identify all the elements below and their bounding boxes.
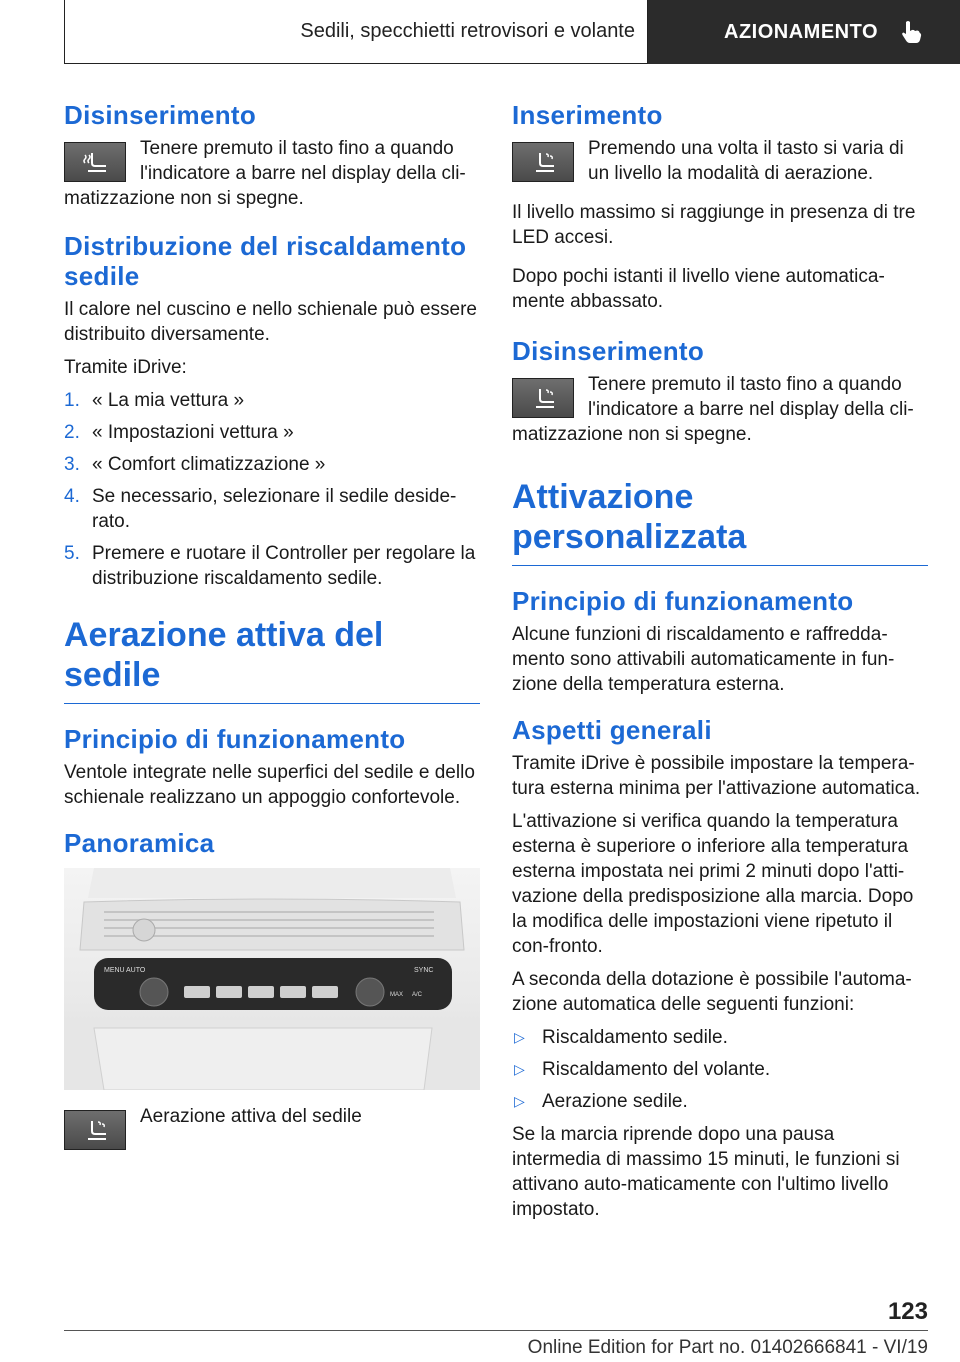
- heading-distribuzione: Distribuzione del riscaldamento sedile: [64, 231, 467, 291]
- general-text-2: L'attivazione si verifica quando la temperatura esterna è superiore o inferiore alla temperatura esterna impostata nei primi 2 minuti dopo l'atti-vazione della predisposizione alla marcia. Dopo la modifica delle impostazioni viene ripetuto il con-fronto.: [512, 811, 914, 957]
- page-number: 123: [887, 1298, 928, 1325]
- right-column: [512, 100, 928, 1230]
- seat-vent-button-image: [512, 378, 574, 418]
- activ-text: Premendo una volta il tasto si varia di un livello la modalità di aerazione.: [588, 138, 904, 184]
- seat-heating-button-image: [64, 142, 126, 182]
- idrive-intro: Tramite iDrive:: [64, 357, 187, 378]
- running-header-section: [64, 0, 648, 64]
- seat-heating-icon: [80, 149, 110, 175]
- principle-text: Ventole integrate nelle superfici del sedile e dello schienale realizzano un appoggio confortevole.: [64, 762, 475, 808]
- list-item: ▷ Riscaldamento sedile.: [514, 1027, 728, 1048]
- steps-list: [64, 388, 480, 591]
- list-item: 5. Premere e ruotare il Controller per regolare la distribuzione riscaldamento sedile.: [64, 543, 476, 589]
- heat-button-paragraph: [64, 136, 480, 211]
- heading-aspetti: Aspetti generali: [512, 715, 712, 745]
- running-header-chapter: [648, 0, 960, 64]
- triangle-bullet-icon: ▷: [514, 1061, 525, 1077]
- general-text-4: Se la marcia riprende dopo una pausa intermedia di massimo 15 minuti, le funzioni si attivano auto-maticamente con l'ultimo livello impostato.: [512, 1124, 900, 1220]
- auto-label: AUTO: [126, 967, 146, 974]
- activ-text-2: Il livello massimo si raggiunge in presenza di tre LED accesi.: [512, 202, 916, 248]
- principle-text: Alcune funzioni di riscaldamento e raffredda-mento sono attivabili automaticamente in fun-zione della temperatura esterna.: [512, 624, 895, 695]
- seat-ventilation-icon: [528, 149, 558, 175]
- left-column: [64, 100, 480, 1168]
- heading-disinserimento: Disinserimento: [512, 336, 705, 366]
- vent-caption: Aerazione attiva del sedile: [140, 1106, 362, 1127]
- seat-vent-button-image: [512, 142, 574, 182]
- pointing-hand-icon: [900, 20, 922, 44]
- deact-text: Tenere premuto il tasto fino a quando l'indicatore a barre nel display della cli-: [140, 138, 466, 184]
- list-item: 4. Se necessario, selezionare il sedile deside-rato.: [64, 486, 457, 532]
- chapter-title: AZIONAMENTO: [724, 20, 879, 43]
- heading-attivazione: Attivazione personalizzata: [512, 477, 928, 566]
- list-item: 3. « Comfort climatizzazione »: [64, 454, 326, 475]
- ac-label: A/C: [412, 992, 423, 998]
- general-text-1: Tramite iDrive è possibile impostare la tempera-tura esterna minima per l'attivazione automatica.: [512, 753, 921, 799]
- heading-disinserimento: Disinserimento: [64, 100, 257, 130]
- deact-button-paragraph: [512, 372, 928, 447]
- triangle-bullet-icon: ▷: [514, 1029, 525, 1045]
- deact-text-cont: matizzazione non si spegne.: [512, 424, 752, 445]
- general-text-3: A seconda della dotazione è possibile l'automa-zione automatica delle seguenti funzioni:: [512, 969, 912, 1015]
- menu-label: MENU: [104, 967, 125, 974]
- activ-button-paragraph: [512, 136, 928, 192]
- heading-principio: Principio di funzionamento: [64, 724, 406, 754]
- max-label: MAX: [390, 992, 404, 998]
- list-item: ▷ Aerazione sedile.: [514, 1091, 688, 1112]
- deact-text: Tenere premuto il tasto fino a quando l'indicatore a barre nel display della cli-: [588, 374, 914, 420]
- deact-text-cont: matizzazione non si spegne.: [64, 188, 304, 209]
- edition-text: Online Edition for Part no. 01402666841 - VI/19: [527, 1337, 928, 1358]
- seat-ventilation-icon: [528, 385, 558, 411]
- heading-aerazione: Aerazione attiva del sedile: [64, 615, 480, 704]
- heading-panoramica: Panoramica: [64, 828, 215, 858]
- list-item: ▷ Riscaldamento del volante.: [514, 1059, 771, 1080]
- list-item: 2. « Impostazioni vettura »: [64, 422, 294, 443]
- seat-vent-button-image: [64, 1110, 126, 1150]
- vent-button-paragraph: [64, 1104, 480, 1160]
- seat-ventilation-icon: [80, 1117, 110, 1143]
- footer-divider: [64, 1330, 928, 1331]
- sync-label: SYNC: [414, 967, 434, 974]
- distrib-text: Il calore nel cuscino e nello schienale può essere distribuito diversamente.: [64, 299, 477, 345]
- climate-panel-photo: [64, 868, 480, 1090]
- section-title: Sedili, specchietti retrovisori e volante: [300, 20, 635, 42]
- list-item: 1. « La mia vettura »: [64, 390, 245, 411]
- heading-inserimento: Inserimento: [512, 100, 663, 130]
- heading-principio: Principio di funzionamento: [512, 586, 854, 616]
- triangle-bullet-icon: ▷: [514, 1093, 525, 1109]
- auto-functions-list: [512, 1025, 928, 1114]
- activ-text-3: Dopo pochi istanti il livello viene automatica-mente abbassato.: [512, 266, 885, 312]
